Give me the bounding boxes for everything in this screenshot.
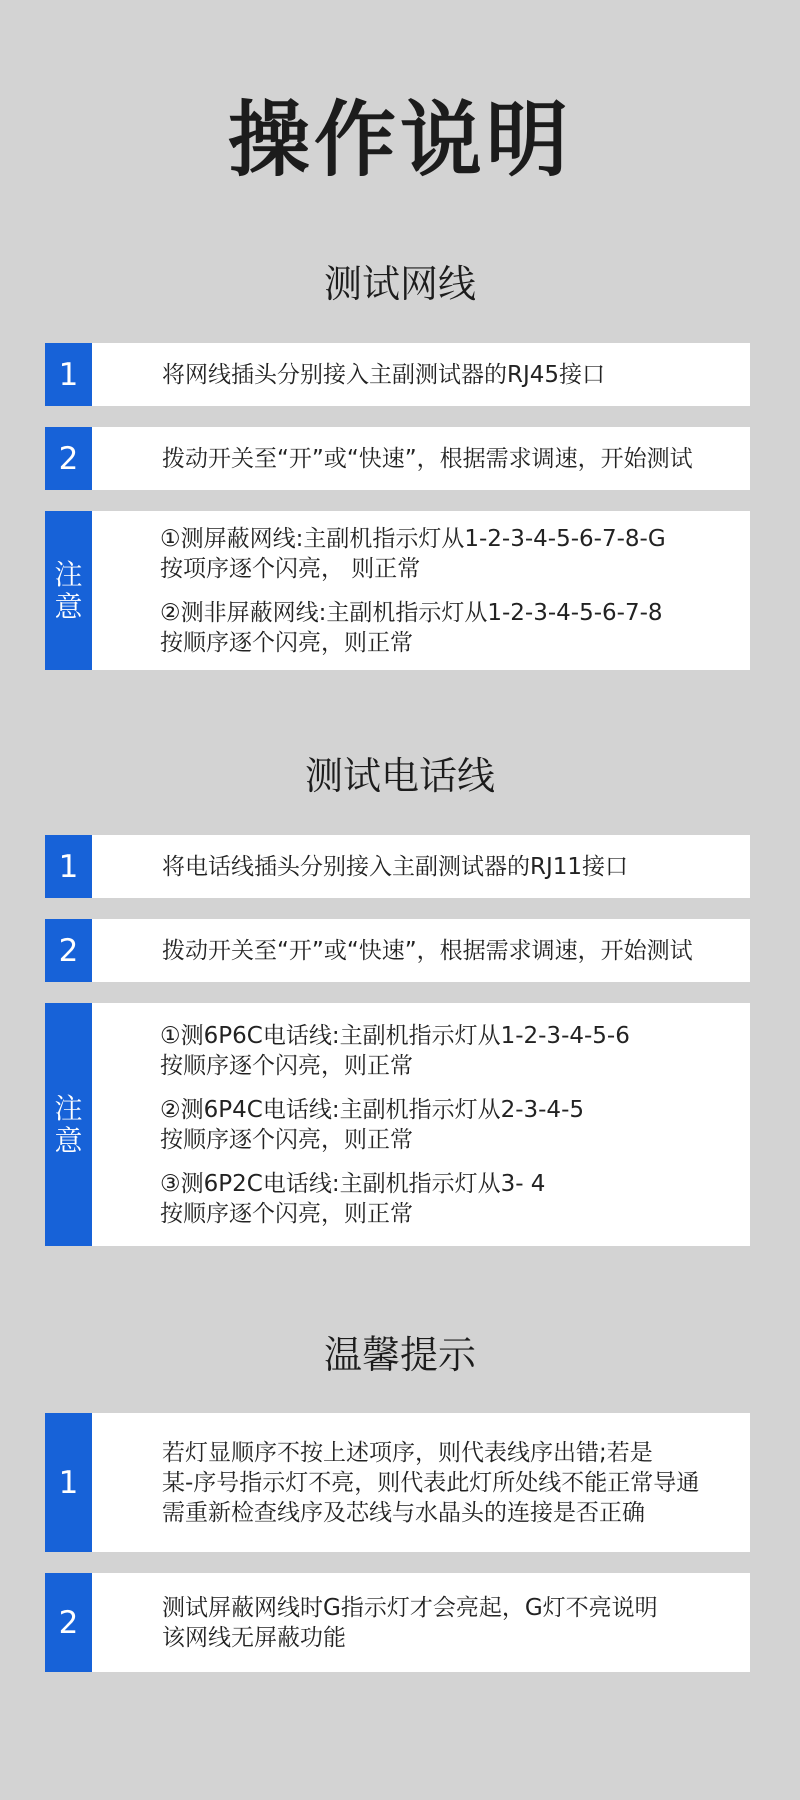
note-line: 按顺序逐个闪亮，则正常: [160, 1052, 413, 1079]
step-number: 2: [45, 919, 92, 982]
note-label-char: 意: [54, 589, 83, 623]
note-line: 按项序逐个闪亮， 则正常: [160, 555, 421, 582]
note-body: [92, 1003, 750, 1246]
step-text: 拨动开关至“开”或“快速”，根据需求调速，开始测试: [162, 937, 693, 964]
step-text: 将网线插头分别接入主副测试器的RJ45接口: [162, 361, 606, 388]
tip-line: 若灯显顺序不按上述项序，则代表线序出错;若是: [162, 1439, 653, 1466]
note-line: ①测6P6C电话线:主副机指示灯从1-2-3-4-5-6: [160, 1022, 630, 1049]
note-label: [45, 511, 92, 670]
note-line: 按顺序逐个闪亮，则正常: [160, 1200, 413, 1227]
note-item: [160, 1021, 740, 1081]
network-note-card: [45, 511, 750, 670]
step-number: 2: [45, 427, 92, 490]
note-item: [160, 1169, 740, 1229]
phone-step-2: [45, 919, 750, 982]
section-heading-phone: 测试电话线: [304, 754, 495, 798]
tip-line: 该网线无屏蔽功能: [162, 1624, 346, 1651]
note-body: [92, 511, 750, 670]
note-line: ②测6P4C电话线:主副机指示灯从2-3-4-5: [160, 1096, 584, 1123]
tip-line: 某-序号指示灯不亮，则代表此灯所处线不能正常导通: [162, 1469, 700, 1496]
section-heading-network: 测试网线: [323, 262, 476, 306]
step-number: 1: [45, 835, 92, 898]
tip-text: [92, 1573, 750, 1672]
tip-line: 测试屏蔽网线时G指示灯才会亮起，G灯不亮说明: [162, 1594, 658, 1621]
note-item: [160, 524, 740, 584]
phone-note-card: [45, 1003, 750, 1246]
note-line: ②测非屏蔽网线:主副机指示灯从1-2-3-4-5-6-7-8: [160, 599, 663, 626]
note-line: ③测6P2C电话线:主副机指示灯从3- 4: [160, 1170, 546, 1197]
note-label: [45, 1003, 92, 1246]
page-title: 操作说明: [227, 93, 572, 188]
tip-text: [92, 1413, 750, 1552]
section-heading-tips: 温馨提示: [323, 1333, 476, 1377]
note-line: 按顺序逐个闪亮，则正常: [160, 629, 413, 656]
tip-number: 1: [45, 1413, 92, 1552]
network-step-1: [45, 343, 750, 406]
note-label-char: 意: [54, 1123, 83, 1157]
step-text: 拨动开关至“开”或“快速”，根据需求调速，开始测试: [162, 445, 693, 472]
note-item: [160, 598, 740, 658]
tip-line: 需重新检查线序及芯线与水晶头的连接是否正确: [162, 1499, 645, 1526]
tip-2: [45, 1573, 750, 1672]
note-label-char: 注: [54, 1091, 83, 1125]
network-step-2: [45, 427, 750, 490]
note-item: [160, 1095, 740, 1155]
note-line: 按顺序逐个闪亮，则正常: [160, 1126, 413, 1153]
tip-1: [45, 1413, 750, 1552]
step-text: 将电话线插头分别接入主副测试器的RJ11接口: [162, 853, 629, 880]
note-label-char: 注: [54, 557, 83, 591]
step-number: 1: [45, 343, 92, 406]
note-line: ①测屏蔽网线:主副机指示灯从1-2-3-4-5-6-7-8-G: [160, 525, 666, 552]
phone-step-1: [45, 835, 750, 898]
tip-number: 2: [45, 1573, 92, 1672]
